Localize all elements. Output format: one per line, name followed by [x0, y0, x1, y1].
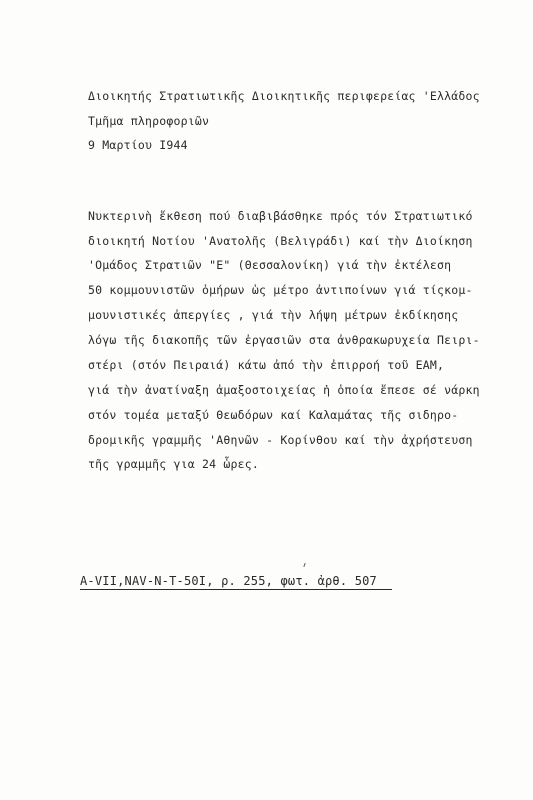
reference-underline: [80, 589, 392, 590]
header-department: Τμῆμα πληροφοριῶν: [88, 114, 210, 128]
body-line: γιά τὴν ἀνατίναξη ἁμαξοστοιχείας ἡ ὁποία ἔπεσε σέ νάρκη: [88, 383, 480, 397]
body-line: μουνιστικές ἀπεργίες , γιά τὴν λήψη μέτρων ἐκδίκησης: [88, 308, 459, 322]
body-line: διοικητή Νοτίου 'Ανατολῆς (Βελιγράδι) καί τὴν Διοίκηση: [88, 234, 473, 248]
body-line: στόν τομέα μεταξύ Θεωδόρων καί Καλαμάτας τῆς σιδηρο-: [88, 408, 459, 422]
archive-reference: A-VII,NAV-N-T-50I, ρ. 255, φωτ. ἀρθ. 507: [80, 574, 377, 588]
body-line: στέρι (στόν Πειραιά) κάτω ἀπό τὴν ἐπιρροή τοῦ ΕΑΜ,: [88, 358, 445, 372]
body-line: 50 κομμουνιστῶν ὁμήρων ὡς μέτρο ἀντιποίνων γιά τίςκομ-: [88, 283, 473, 297]
body-line: δρομικῆς γραμμῆς 'Αθηνῶν - Κορίνθου καί τὴν ἀχρήστευση: [88, 433, 473, 447]
body-line: 'Ομάδος Στρατιῶν "Ε" (Θεσσαλονίκη) γιά τὴν ἐκτέλεση: [88, 258, 452, 272]
body-line: τῆς γραμμῆς για 24 ὧρες.: [88, 457, 259, 471]
header-date: 9 Μαρτίου Ι944: [88, 138, 188, 152]
body-line: Νυκτερινὴ ἔκθεση πού διαβιβάσθηκε πρός τόν Στρατιωτικό: [88, 209, 473, 223]
ink-speck: [303, 563, 305, 567]
body-line: λόγω τῆς διακοπῆς τῶν ἐργασιῶν στα ἀνθρακωρυχεία Πειρι-: [88, 333, 480, 347]
header-authority: Διοικητής Στρατιωτικῆς Διοικητικῆς περιφερείας 'Ελλάδος: [88, 89, 480, 103]
